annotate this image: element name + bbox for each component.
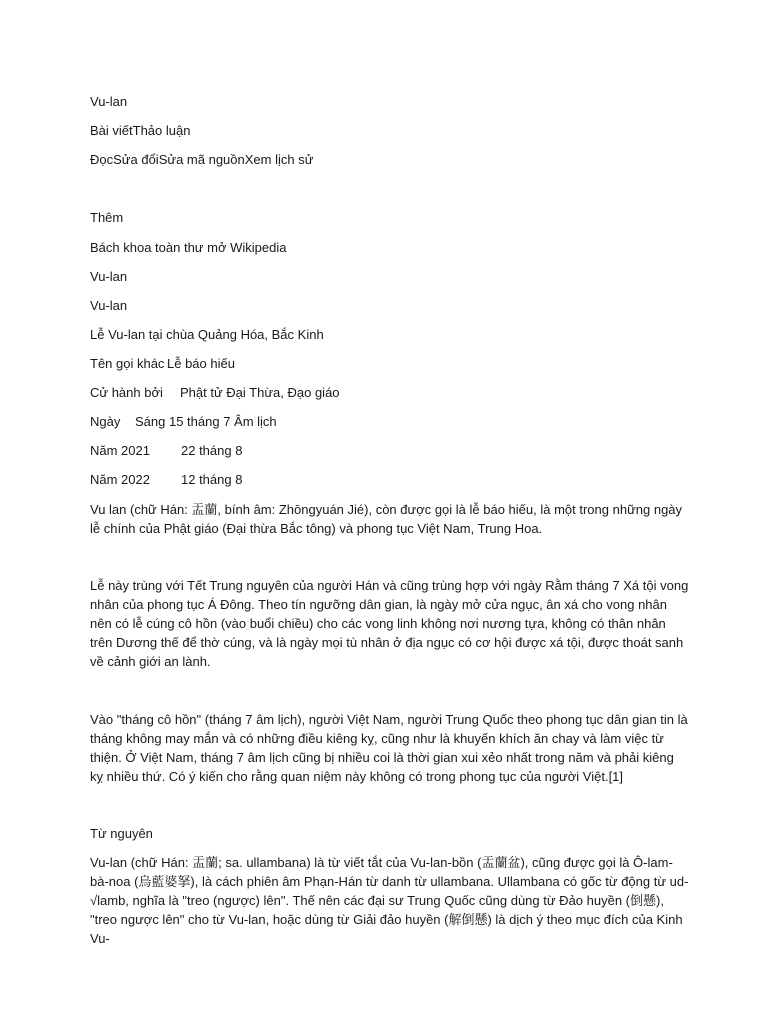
infobox-row: [90, 356, 235, 372]
site-tagline: Bách khoa toàn thư mở Wikipedia: [90, 240, 287, 255]
article-title: Vu-lan: [90, 94, 128, 109]
image-caption: Lễ Vu-lan tại chùa Quảng Hóa, Bắc Kinh: [90, 327, 324, 342]
infobox-label: Năm 2022: [90, 472, 150, 487]
more-menu[interactable]: Thêm: [90, 210, 124, 225]
infobox-label: Năm 2021: [90, 443, 150, 458]
heading-2: Vu-lan: [90, 298, 128, 313]
infobox-row: [90, 443, 243, 459]
infobox-value: 12 tháng 8: [181, 472, 243, 487]
infobox-label: Tên gọi khác: [90, 356, 165, 371]
infobox-label: Ngày: [90, 414, 121, 429]
edit-source-link[interactable]: Sửa mã nguồn: [158, 152, 245, 167]
infobox-value: Sáng 15 tháng 7 Âm lịch: [135, 414, 277, 429]
tab-talk[interactable]: Thảo luận: [132, 123, 191, 138]
page-actions: [90, 152, 313, 168]
etymology-paragraph: Vu-lan (chữ Hán: 盂蘭; sa. ullambana) là từ viết tắt của Vu-lan-bồn (盂蘭盆), cũng được gọi là Ô-lam-bà-noa (烏藍婆拏), là cách phiên âm Phạn-Hán từ danh từ ullambana. Ullambana có gốc từ động từ ud-√lamb, nghĩa là "treo (ngược) lên". Thế nên các đại sư Trung Quốc cũng dùng từ Đảo huyền (倒懸), "treo ngược lên" cho từ Vu-lan, hoặc dùng từ Giải đảo huyền (解倒懸) là dịch ý theo mục đích của Kinh Vu-: [90, 855, 689, 946]
infobox-row: [90, 472, 243, 488]
edit-link[interactable]: Sửa đổi: [113, 152, 159, 167]
read-link[interactable]: Đọc: [90, 152, 114, 167]
tab-article[interactable]: Bài viết: [90, 123, 133, 138]
body-paragraph: Lễ này trùng với Tết Trung nguyên của người Hán và cũng trùng hợp với ngày Rằm tháng 7 Xá tội vong nhân của phong tục Á Đông. Theo tín ngưỡng dân gian, là ngày mở cửa ngục, ân xá cho vong nhân nên có lễ cúng cô hồn (vào buổi chiều) cho các vong linh không nơi nương tựa, không có thân nhân trên Dương thế để thờ cúng, và là ngày mọi tù nhân ở địa ngục có cơ hội được xá tội, được thoát sanh về cảnh giới an lành.: [90, 578, 689, 669]
infobox-label: Cử hành bởi: [90, 385, 163, 400]
infobox-value: 22 tháng 8: [181, 443, 243, 458]
section-heading: Từ nguyên: [90, 826, 153, 841]
heading-1: Vu-lan: [90, 269, 128, 284]
body-paragraph: Vào "tháng cô hồn" (tháng 7 âm lịch), người Việt Nam, người Trung Quốc theo phong tục dân gian tin là tháng không may mắn và có những điều kiêng kỵ, cũng như là khuyến khích ăn chay và làm việc từ thiện. Ở Việt Nam, tháng 7 âm lịch cũng bị nhiều coi là thời gian xui xẻo nhất trong năm và phải kiêng kỵ nhiều thứ. Có ý kiến cho rằng quan niệm này không có trong phong tục của người Việt.[1]: [90, 712, 688, 784]
infobox-value: Phật tử Đại Thừa, Đạo giáo: [180, 385, 340, 400]
infobox-row: [90, 385, 340, 401]
history-link[interactable]: Xem lịch sử: [244, 152, 314, 167]
infobox-value: Lễ báo hiếu: [167, 356, 235, 371]
namespace-tabs: [90, 123, 190, 139]
intro-paragraph: Vu lan (chữ Hán: 盂蘭, bính âm: Zhōngyuán Jié), còn được gọi là lễ báo hiếu, là một trong những ngày lễ chính của Phật giáo (Đại thừa Bắc tông) và phong tục Việt Nam, Trung Hoa.: [90, 502, 683, 536]
infobox-row: [90, 414, 277, 430]
